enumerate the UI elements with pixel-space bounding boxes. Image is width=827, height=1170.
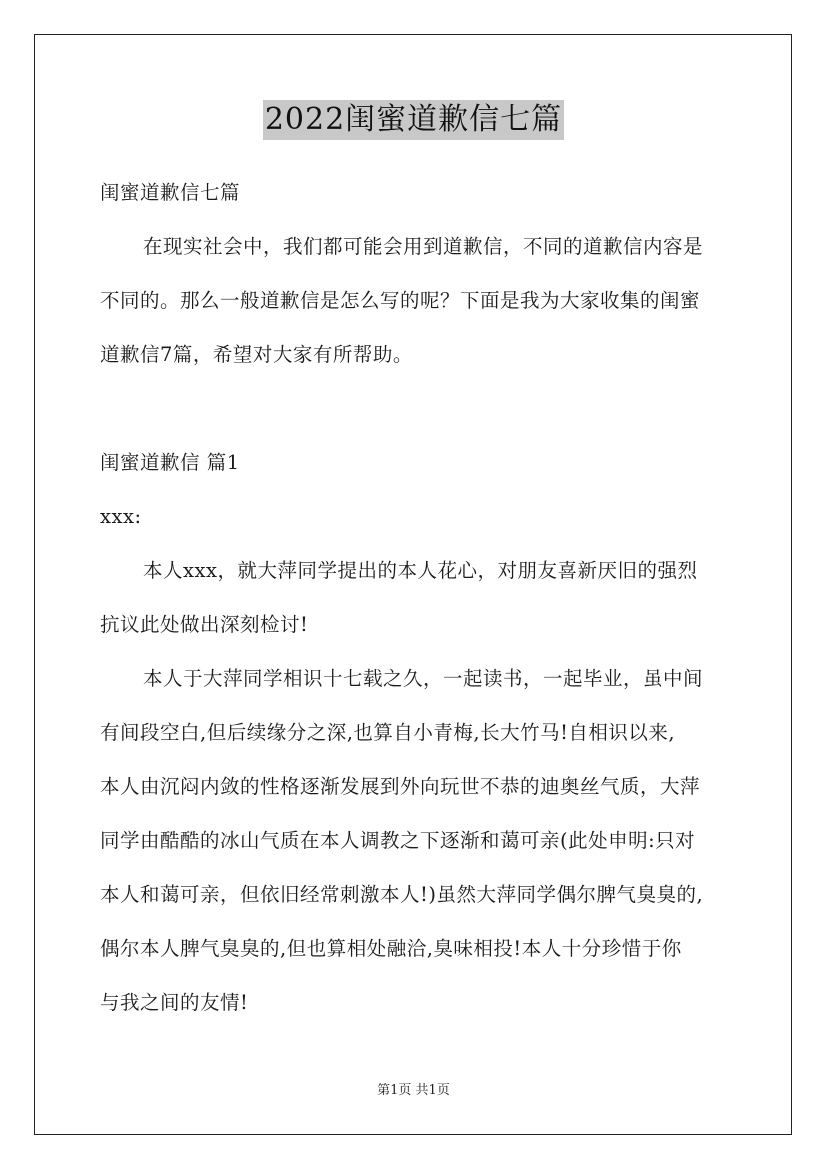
paragraph-line: 偶尔本人脾气臭臭的,但也算相处融洽,臭味相投!本人十分珍惜于你	[100, 937, 682, 960]
paragraph-line: 本人由沉闷内敛的性格逐渐发展到外向玩世不恭的迪奥丝气质，大萍	[100, 775, 701, 798]
paragraph-line: 有间段空白,但后续缘分之深,也算自小青梅,长大竹马!自相识以来,	[100, 721, 676, 744]
document-title: 2022闺蜜道歉信七篇	[263, 100, 564, 140]
paragraph-line: 本人和蔼可亲，但依旧经常刺激本人!)虽然大萍同学偶尔脾气臭臭的,	[100, 883, 704, 906]
paragraph-line: 道歉信7篇，希望对大家有所帮助。	[100, 343, 413, 366]
paragraph-line: 不同的。那么一般道歉信是怎么写的呢？下面是我为大家收集的闺蜜	[100, 289, 701, 312]
paragraph-line: 抗议此处做出深刻检讨!	[100, 613, 309, 636]
paragraph-line: 与我之间的友情!	[100, 991, 249, 1014]
salutation-line: xxx:	[100, 505, 142, 528]
paragraph-line: 在现实社会中，我们都可能会用到道歉信，不同的道歉信内容是	[143, 235, 704, 258]
subtitle-line: 闺蜜道歉信七篇	[100, 181, 241, 204]
page-footer: 第1页 共1页	[377, 1083, 450, 1098]
paragraph-line: 本人xxx，就大萍同学提出的本人花心，对朋友喜新厌旧的强烈	[143, 559, 698, 582]
title-container	[0, 100, 827, 140]
section-heading: 闺蜜道歉信 篇1	[100, 451, 240, 474]
paragraph-line: 本人于大萍同学相识十七载之久，一起读书，一起毕业，虽中间	[143, 667, 704, 690]
paragraph-line: 同学由酷酷的冰山气质在本人调教之下逐渐和蔼可亲(此处申明:只对	[100, 829, 696, 852]
